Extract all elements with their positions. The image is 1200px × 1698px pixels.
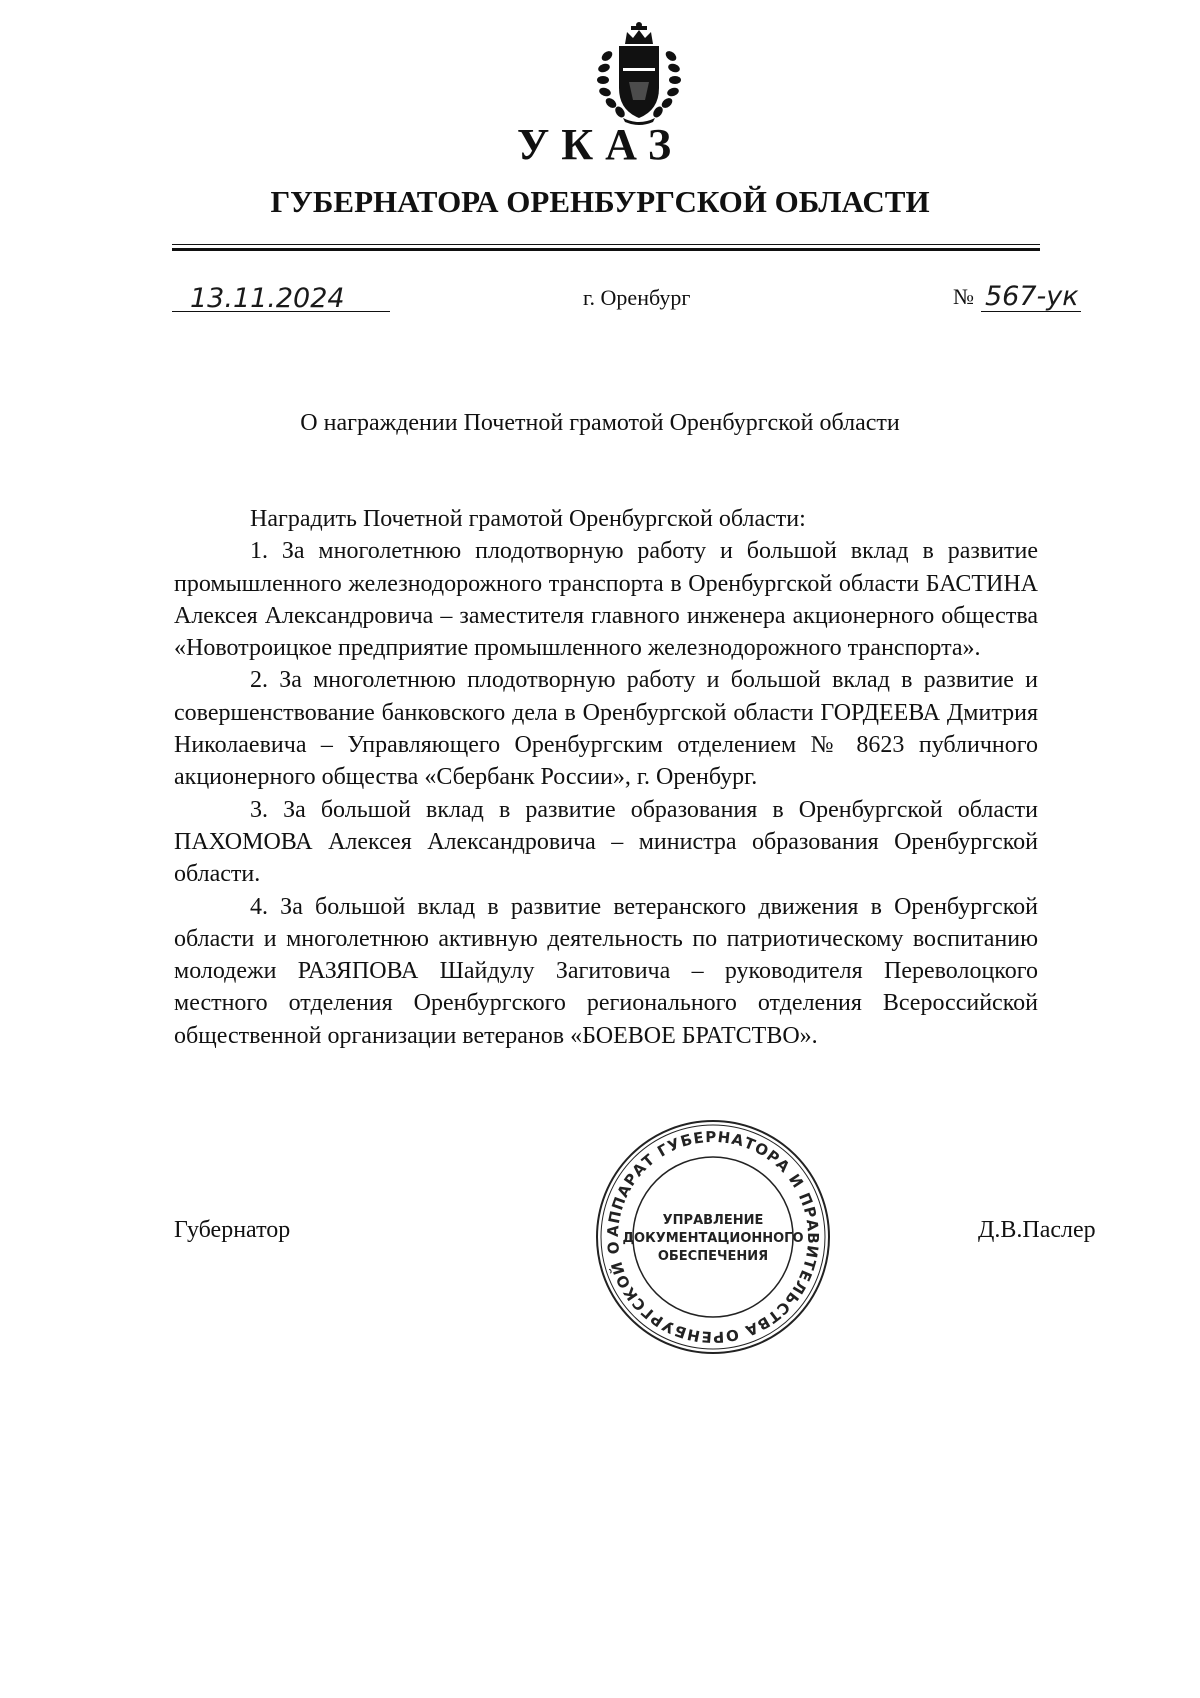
document-subtitle: ГУБЕРНАТОРА ОРЕНБУРГСКОЙ ОБЛАСТИ [270, 184, 930, 219]
award-item-2: 2. За многолетнюю плодотворную работу и большой вклад в развитие и совершенствование банковского дела в Оренбургской области ГОРДЕЕВА Дмитрия Николаевича – Управляющего Оренбургским отделением № 8623 публичного акционерного общества «Сбербанк России», г. Оренбург. [174, 667, 1038, 791]
stamp-line-2: ДОКУМЕНТАЦИОННОГО [622, 1231, 804, 1246]
date-underline [172, 311, 390, 312]
handwritten-date: 13.11.2024 [190, 283, 345, 314]
header-divider-thick [172, 248, 1040, 251]
header-divider-thin [172, 244, 1040, 245]
coat-of-arms-icon [593, 22, 685, 126]
number-underline [981, 311, 1081, 312]
official-stamp [594, 1118, 832, 1356]
stamp-line-3: ОБЕСПЕЧЕНИЯ [657, 1249, 769, 1264]
decree-heading: О награждении Почетной грамотой Оренбургской области [300, 410, 900, 436]
decree-body [174, 503, 1038, 1052]
award-item-4: 4. За большой вклад в развитие ветеранского движения в Оренбургской области и многолетнюю активную деятельность по патриотическому воспитанию молодежи РАЗЯПОВА Шайдулу Загитовича – руководителя Переволоцкого местного отделения Оренбургского регионального отделения Всероссийской общественной организации ветеранов «БОЕВОЕ БРАТСТВО». [174, 893, 1038, 1049]
document-title: УКАЗ [516, 120, 684, 169]
signatory-title: Губернатор [174, 1217, 291, 1243]
stamp-line-1: УПРАВЛЕНИЕ [662, 1213, 764, 1228]
award-item-1: 1. За многолетнюю плодотворную работу и большой вклад в развитие промышленного железнодорожного транспорта в Оренбургской области БАСТИНА Алексея Александровича – заместителя главного инженера акционерного общества «Новотроицкое предприятие промышленного железнодорожного транспорта». [174, 538, 1038, 662]
stamp-outer-text: АППАРАТ ГУБЕРНАТОРА И ПРАВИТЕЛЬСТВА ОРЕНБУРГСКОЙ О [603, 1127, 823, 1347]
handwritten-document-number: 567-ук [985, 281, 1079, 312]
signatory-name: Д.В.Паслер [978, 1217, 1096, 1243]
number-sign: № [953, 284, 974, 309]
body-intro: Наградить Почетной грамотой Оренбургской области: [250, 506, 806, 532]
place-of-issue: г. Оренбург [583, 285, 691, 310]
award-item-3: 3. За большой вклад в развитие образования в Оренбургской области ПАХОМОВА Алексея Александровича – министра образования Оренбургской области. [174, 796, 1038, 888]
